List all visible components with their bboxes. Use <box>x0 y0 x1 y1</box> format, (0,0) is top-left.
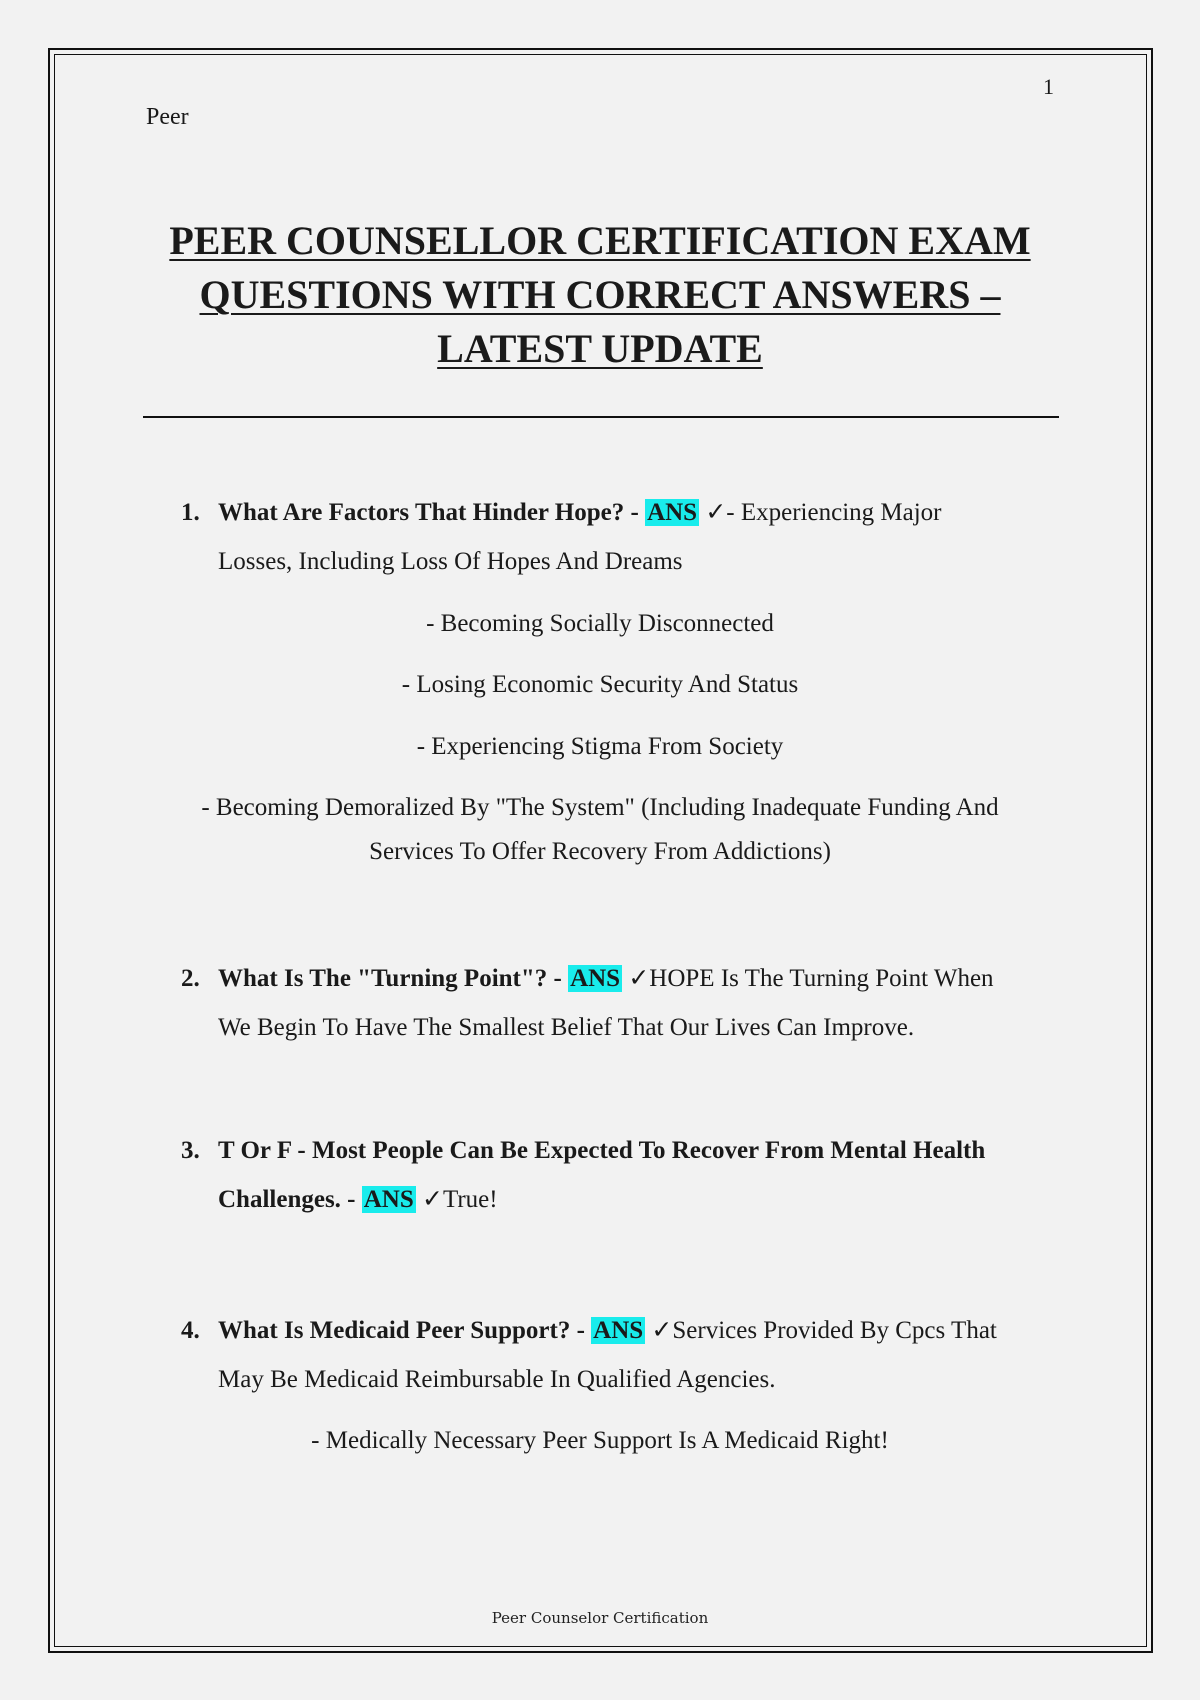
ans-label: ANS <box>647 499 698 526</box>
title-line-1: PEER COUNSELLOR CERTIFICATION EXAM <box>169 218 1031 263</box>
question-1-line-1 <box>218 497 942 529</box>
answer-bullet: - Becoming Demoralized By "The System" (Including Inadequate Funding And <box>201 794 999 821</box>
answer-text: ✓HOPE Is The Turning Point When <box>628 965 994 992</box>
answer-text: ✓Services Provided By Cpcs That <box>651 1317 997 1344</box>
question-text: What Are Factors That Hinder Hope? - <box>218 499 639 526</box>
answer-text: ✓True! <box>422 1186 498 1213</box>
question-number: 4. <box>181 1317 200 1344</box>
answer-continuation: May Be Medicaid Reimbursable In Qualified Agencies. <box>218 1366 776 1393</box>
ans-label: ANS <box>363 1186 414 1213</box>
question-text: T Or F - Most People Can Be Expected To Recover From Mental Health <box>218 1137 986 1164</box>
answer-bullet: - Losing Economic Security And Status <box>401 671 799 698</box>
question-number: 3. <box>181 1137 200 1164</box>
question-text: What Is Medicaid Peer Support? - <box>218 1317 585 1344</box>
answer-bullet: - Becoming Socially Disconnected <box>426 610 774 637</box>
question-text: Challenges. - <box>218 1186 356 1213</box>
answer-bullet: - Experiencing Stigma From Society <box>416 733 784 760</box>
page-footer: Peer Counselor Certification <box>491 1609 709 1627</box>
ans-label: ANS <box>570 965 621 992</box>
title-line-3: LATEST UPDATE <box>437 326 763 371</box>
question-2-line-1 <box>218 963 994 995</box>
running-head: Peer <box>146 104 189 130</box>
question-number: 1. <box>181 499 200 526</box>
answer-text: ✓- Experiencing Major <box>705 499 942 526</box>
answer-bullet: - Medically Necessary Peer Support Is A Medicaid Right! <box>311 1427 889 1454</box>
question-4-line-1 <box>218 1315 997 1347</box>
answer-bullet-continuation: Services To Offer Recovery From Addictions) <box>369 838 831 865</box>
question-number: 2. <box>181 965 200 992</box>
title-line-2: QUESTIONS WITH CORRECT ANSWERS – <box>199 272 1001 317</box>
answer-continuation: We Begin To Have The Smallest Belief That Our Lives Can Improve. <box>218 1014 915 1041</box>
answer-continuation: Losses, Including Loss Of Hopes And Dreams <box>218 548 683 575</box>
question-text: What Is The "Turning Point"? - <box>218 965 562 992</box>
page-number: 1 <box>1043 74 1054 99</box>
question-3-line-2 <box>218 1184 498 1216</box>
ans-label: ANS <box>593 1317 644 1344</box>
